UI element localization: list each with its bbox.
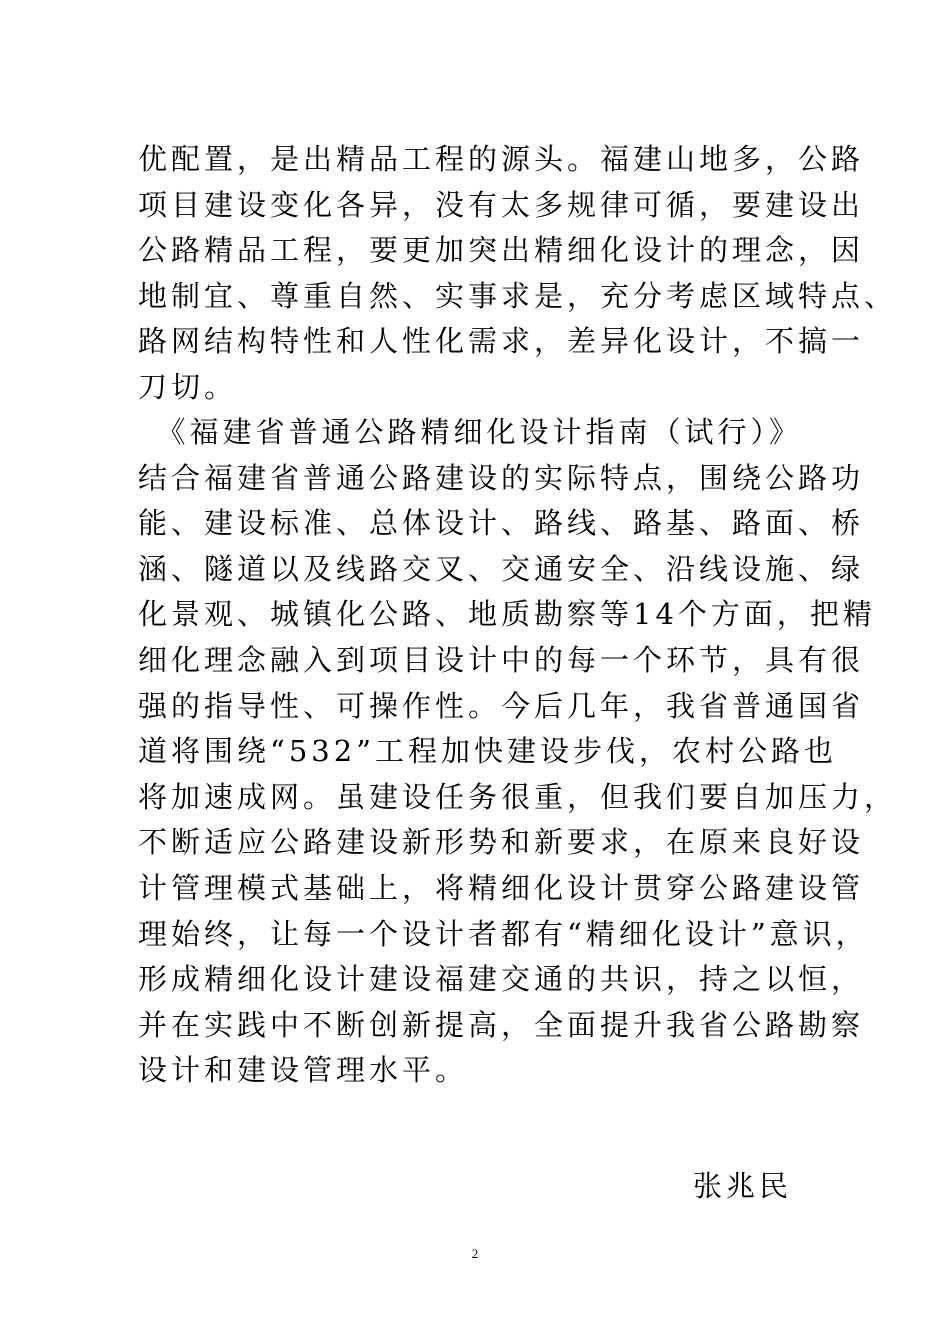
author-signature: 张兆民	[693, 1169, 793, 1203]
paragraph-line: 化景观、城镇化公路、地质勘察等14个方面，把精	[138, 597, 876, 632]
paragraph-line: 优配置，是出精品工程的源头。福建山地多，公路	[138, 142, 865, 176]
paragraph-line: 地制宜、尊重自然、实事求是，充分考虑区域特点、	[138, 278, 898, 313]
paragraph-2	[138, 410, 898, 1094]
paragraph-line: 并在实践中不断创新提高，全面提升我省公路勘察	[138, 1007, 865, 1042]
paragraph-line: 刀切。	[138, 369, 238, 404]
paragraph-line: 设计和建设管理水平。	[138, 1053, 469, 1088]
paragraph-line: 公路精品工程，要更加突出精细化设计的理念，因	[138, 233, 865, 268]
paragraph-line: 强的指导性、可操作性。今后几年，我省普通国省	[138, 688, 865, 723]
paragraph-line: 能、建设标准、总体设计、路线、路基、路面、桥	[138, 506, 865, 541]
paragraph-line: 理始终，让每一个设计者都有“精细化设计”意识，	[138, 916, 869, 951]
paragraph-line: 项目建设变化各异，没有太多规律可循，要建设出	[138, 187, 865, 222]
paragraph-line: 将加速成网。虽建设任务很重，但我们要自加压力，	[138, 779, 898, 814]
paragraph-line: 道将围绕“532”工程加快建设步伐，农村公路也	[138, 734, 838, 769]
paragraph-line: 形成精细化设计建设福建交通的共识，持之以恒，	[138, 962, 865, 997]
paragraph-line: 路网结构特性和人性化需求，差异化设计，不搞一	[138, 324, 865, 359]
paragraph-line: 《福建省普通公路精细化设计指南（试行）》	[138, 415, 803, 449]
paragraph-line: 细化理念融入到项目设计中的每一个环节，具有很	[138, 642, 865, 677]
paragraph-1	[138, 137, 898, 411]
paragraph-line: 不断适应公路建设新形势和新要求，在原来良好设	[138, 825, 865, 860]
paragraph-line: 涵、隧道以及线路交叉、交通安全、沿线设施、绿	[138, 551, 865, 586]
paragraph-line: 计管理模式基础上，将精细化设计贯穿公路建设管	[138, 870, 865, 905]
page-number: 2	[471, 1246, 479, 1261]
paragraph-line: 结合福建省普通公路建设的实际特点，围绕公路功	[138, 460, 865, 495]
